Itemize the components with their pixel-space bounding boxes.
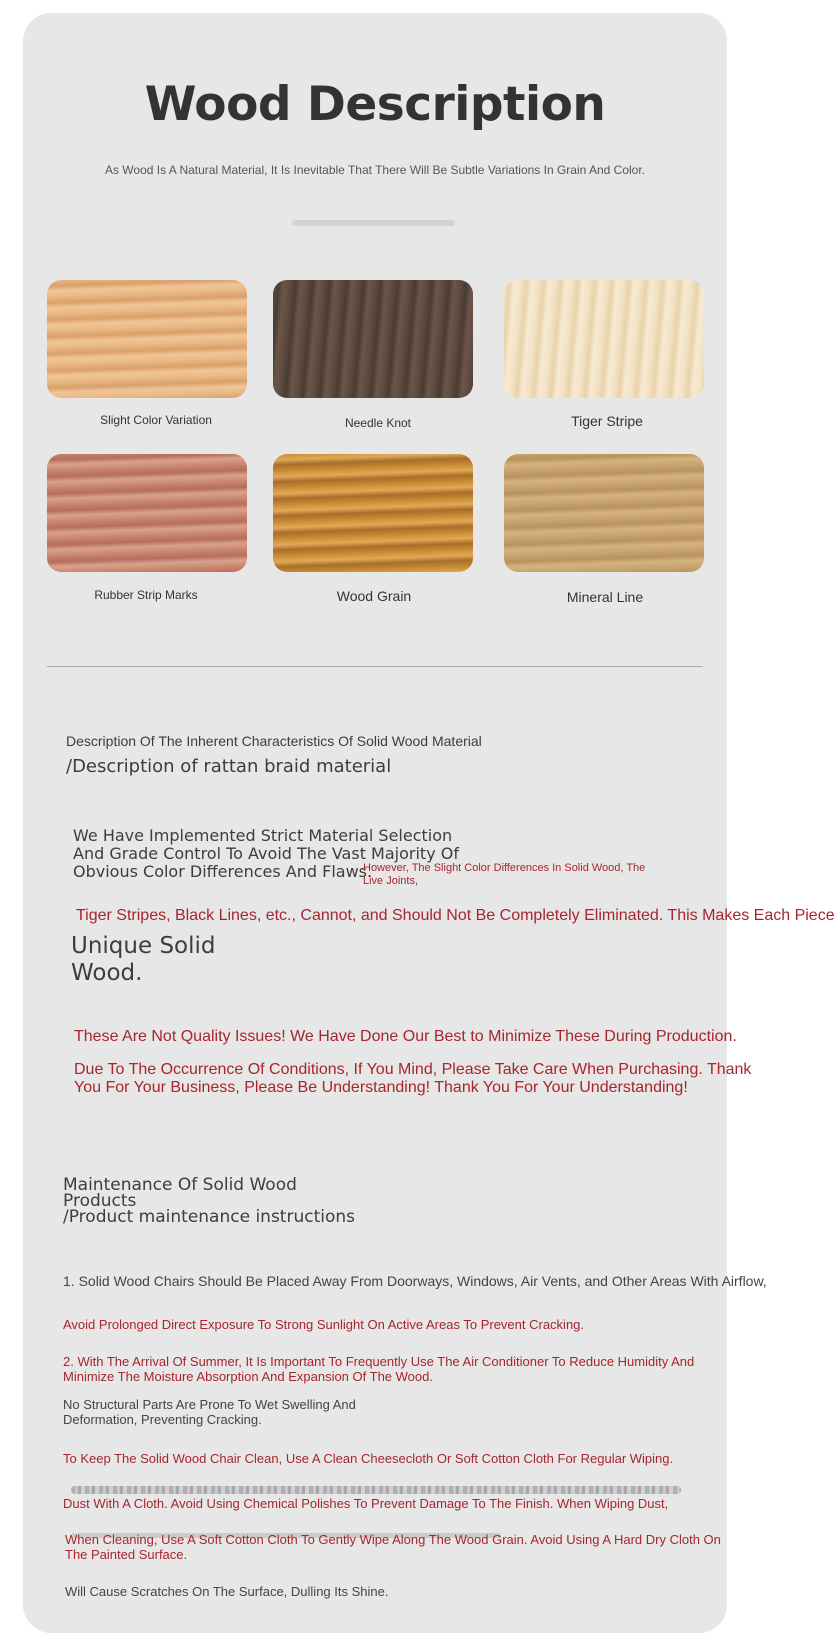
maintenance-item-4b: Will Cause Scratches On The Surface, Dulling Its Shine. xyxy=(65,1584,389,1599)
swatch-needle-knot xyxy=(273,280,473,398)
selection-paragraph: We Have Implemented Strict Material Selection And Grade Control To Avoid The Vast Majority Of Obvious Color Differences And Flaws. xyxy=(73,826,459,881)
divider-pill xyxy=(292,220,455,226)
unique-wood-heading: Unique Solid Wood. xyxy=(71,933,216,986)
swatch-tiger-stripe xyxy=(504,280,704,398)
maintenance-item-3: To Keep The Solid Wood Chair Clean, Use A Clean Cheesecloth Or Soft Cotton Cloth For Regular Wiping. xyxy=(63,1451,674,1466)
swatch-label: Slight Color Variation xyxy=(100,413,212,427)
swatch-wood-grain xyxy=(273,454,473,572)
content-card xyxy=(23,13,835,1633)
swatch-label: Wood Grain xyxy=(336,588,412,604)
swatch-label: Mineral Line xyxy=(566,589,644,605)
swatch-label: Needle Knot xyxy=(344,416,412,430)
section-subheading: /Description of rattan braid material xyxy=(66,756,392,777)
swatch-rubber-strip-marks xyxy=(47,454,247,572)
swatch-slight-color-variation xyxy=(47,280,247,398)
swatch-label: Tiger Stripe xyxy=(571,413,643,429)
maintenance-item-3b: Dust With A Cloth. Avoid Using Chemical Polishes To Prevent Damage To The Finish. When Wiping Dust, xyxy=(63,1496,669,1511)
swatch-label: Rubber Strip Marks xyxy=(94,588,198,602)
section-divider xyxy=(47,666,703,667)
swatch-mineral-line xyxy=(504,454,704,572)
page-title: Wood Description xyxy=(144,77,606,132)
purchase-note: Due To The Occurrence Of Conditions, If You Mind, Please Take Care When Purchasing. Thank You For Your Business, Please Be Understanding! Thank You For Your Understanding! xyxy=(74,1061,752,1096)
maintenance-item-1: 1. Solid Wood Chairs Should Be Placed Away From Doorways, Windows, Air Vents, and Other Areas With Airflow, xyxy=(63,1273,767,1289)
maintenance-item-4: When Cleaning, Use A Soft Cotton Cloth To Gently Wipe Along The Wood Grain. Avoid Using A Hard Dry Cloth On The Painted Surface. xyxy=(65,1532,721,1562)
quality-note: These Are Not Quality Issues! We Have Done Our Best to Minimize These During Production. xyxy=(74,1028,737,1045)
maintenance-heading: Maintenance Of Solid Wood Products xyxy=(63,1175,297,1211)
color-difference-note: However, The Slight Color Differences In Solid Wood, The Live Joints, xyxy=(363,862,646,887)
maintenance-item-2: 2. With The Arrival Of Summer, It Is Important To Frequently Use The Air Conditioner To Reduce Humidity And Minimize The Moisture Absorption And Expansion Of The Wood. xyxy=(63,1354,695,1384)
tiger-stripes-note: Tiger Stripes, Black Lines, etc., Cannot, and Should Not Be Completely Eliminated. This Makes Each Piece xyxy=(76,907,835,924)
section-heading: Description Of The Inherent Characteristics Of Solid Wood Material xyxy=(66,733,482,749)
maintenance-item-2b: No Structural Parts Are Prone To Wet Swelling And Deformation, Preventing Cracking. xyxy=(63,1397,356,1427)
maintenance-item-1b: Avoid Prolonged Direct Exposure To Strong Sunlight On Active Areas To Prevent Cracking. xyxy=(63,1317,585,1332)
blur-artifact xyxy=(71,1486,681,1494)
maintenance-subheading: /Product maintenance instructions xyxy=(63,1207,356,1227)
page-subtitle: As Wood Is A Natural Material, It Is Inevitable That There Will Be Subtle Variations In Grain And Color. xyxy=(104,163,646,177)
